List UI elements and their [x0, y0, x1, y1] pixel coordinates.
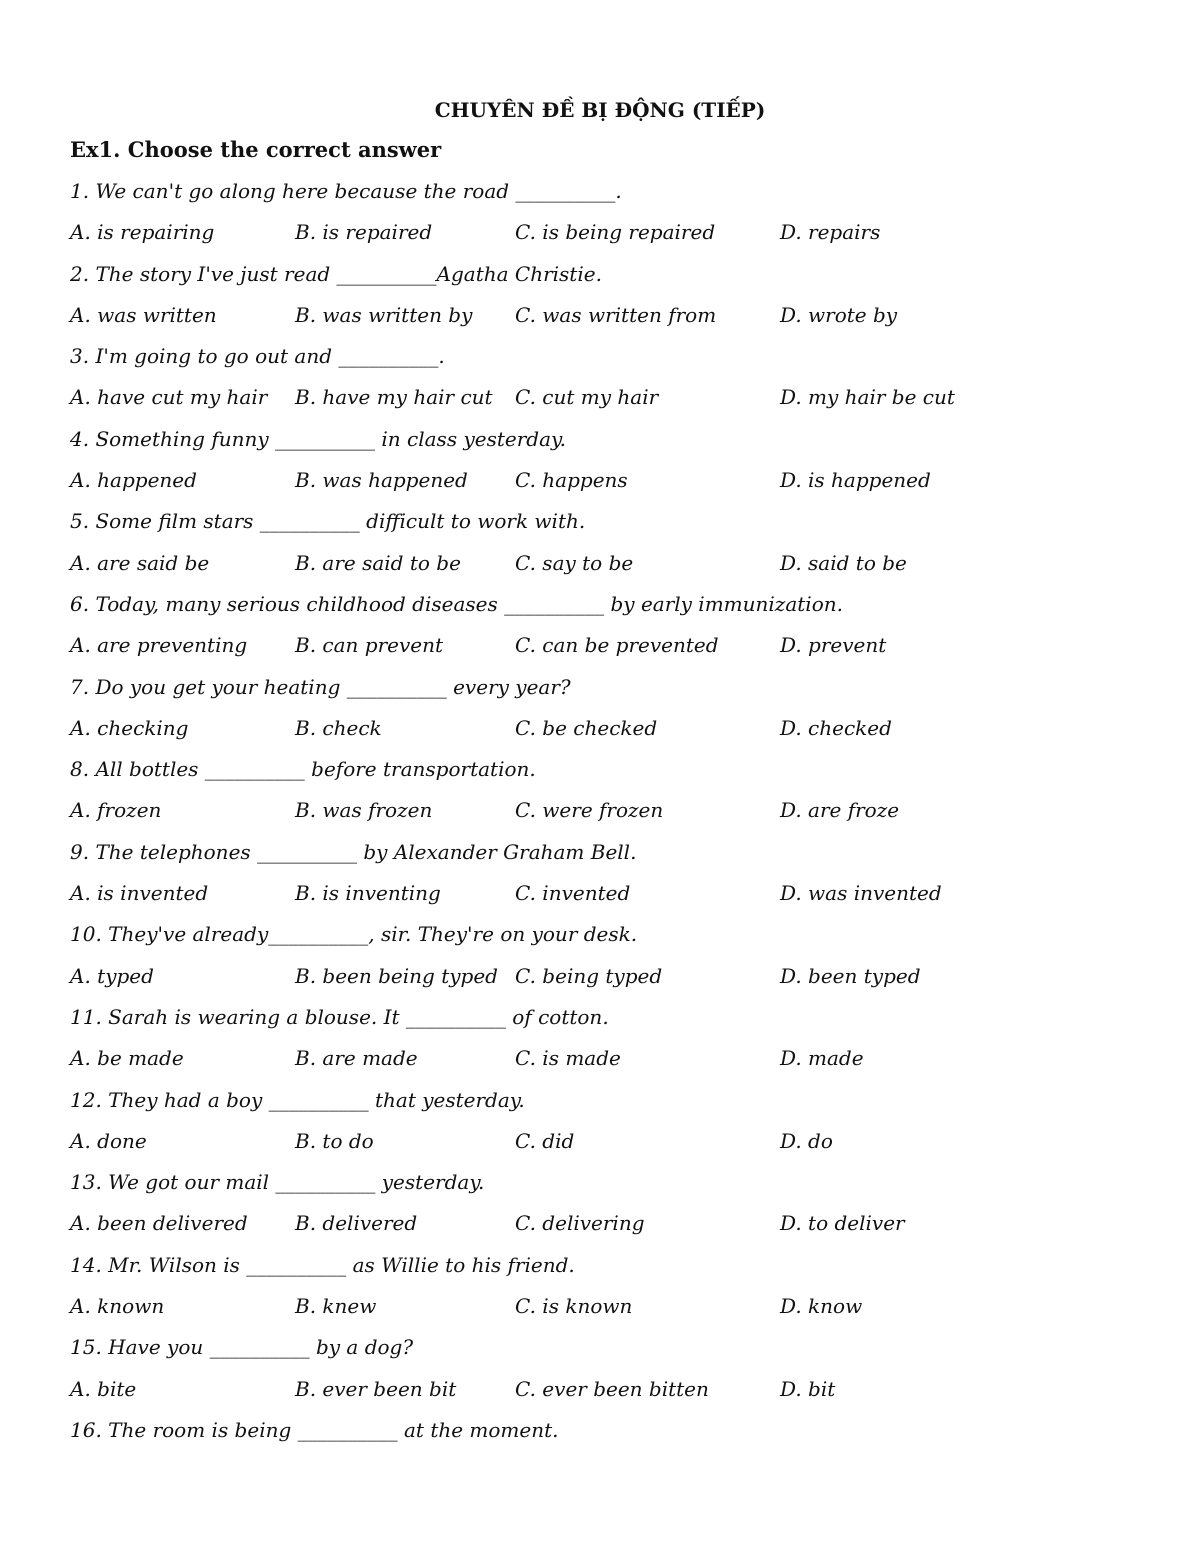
option-a: A. is repairing — [70, 220, 215, 245]
question-block — [70, 505, 1170, 588]
option-c: C. delivering — [515, 1211, 645, 1236]
option-b: B. are said to be — [295, 550, 461, 575]
options-row — [70, 1207, 1170, 1248]
question-block — [70, 588, 1170, 671]
option-a: A. have cut my hair — [70, 385, 268, 410]
question-text: 9. The telephones __________ by Alexander Graham Bell. — [70, 839, 637, 864]
option-a: A. are preventing — [70, 633, 248, 658]
options-row — [70, 794, 1170, 835]
options-row — [70, 464, 1170, 505]
option-d: D. know — [780, 1294, 863, 1319]
question-block — [70, 753, 1170, 836]
option-a: A. known — [70, 1294, 165, 1319]
option-d: D. do — [780, 1128, 833, 1153]
option-d: D. bit — [780, 1376, 836, 1401]
option-d: D. is happened — [780, 468, 931, 493]
option-a: A. happened — [70, 468, 197, 493]
option-b: B. is inventing — [295, 881, 441, 906]
option-a: A. done — [70, 1128, 147, 1153]
question-text: 3. I'm going to go out and __________. — [70, 344, 445, 369]
options-row — [70, 629, 1170, 670]
option-c: C. is being repaired — [515, 220, 716, 245]
option-b: B. is repaired — [295, 220, 433, 245]
option-d: D. prevent — [780, 633, 887, 658]
option-c: C. did — [515, 1128, 575, 1153]
question-text: 10. They've already__________, sir. They're on your desk. — [70, 922, 638, 947]
options-row — [70, 1125, 1170, 1166]
option-d: D. checked — [780, 715, 892, 740]
option-a: A. frozen — [70, 798, 162, 823]
options-row — [70, 960, 1170, 1001]
option-c: C. was written from — [515, 302, 717, 327]
question-text: 1. We can't go along here because the road __________. — [70, 179, 622, 203]
option-c: C. be checked — [515, 715, 658, 740]
option-d: D. wrote by — [780, 302, 898, 327]
option-b: B. delivered — [295, 1211, 418, 1236]
options-row — [70, 216, 1170, 257]
options-row — [70, 547, 1170, 588]
option-a: A. bite — [70, 1376, 137, 1401]
option-d: D. to deliver — [780, 1211, 905, 1236]
option-b: B. ever been bit — [295, 1376, 457, 1401]
document-title: CHUYÊN ĐỀ BỊ ĐỘNG (TIẾP) — [434, 98, 766, 122]
option-d: D. repairs — [780, 220, 881, 245]
option-b: B. are made — [295, 1046, 418, 1071]
options-row — [70, 299, 1170, 340]
option-b: B. knew — [295, 1294, 377, 1319]
question-block — [70, 836, 1170, 919]
option-b: B. have my hair cut — [295, 385, 493, 410]
options-row — [70, 877, 1170, 918]
question-text: 16. The room is being __________ at the moment. — [70, 1417, 559, 1442]
options-row — [70, 1042, 1170, 1083]
question-text: 12. They had a boy __________ that yesterday. — [70, 1087, 525, 1112]
option-a: A. be made — [70, 1046, 184, 1071]
question-text: 14. Mr. Wilson is __________ as Willie to his friend. — [70, 1252, 575, 1277]
option-c: C. ever been bitten — [515, 1376, 709, 1401]
option-d: D. was invented — [780, 881, 942, 906]
question-list — [70, 175, 1170, 1455]
question-text: 15. Have you __________ by a dog? — [70, 1335, 414, 1360]
options-row — [70, 712, 1170, 753]
option-a: A. was written — [70, 302, 217, 327]
question-block — [70, 1414, 1170, 1455]
question-block — [70, 258, 1170, 341]
exercise-heading: Ex1. Choose the correct answer — [70, 137, 442, 162]
option-d: D. are froze — [780, 798, 900, 823]
options-row — [70, 1290, 1170, 1331]
options-row — [70, 1373, 1170, 1414]
option-b: B. to do — [295, 1128, 374, 1153]
question-text: 4. Something funny __________ in class yesterday. — [70, 426, 566, 451]
question-block — [70, 340, 1170, 423]
option-c: C. invented — [515, 881, 631, 906]
option-d: D. said to be — [780, 550, 907, 575]
option-a: A. been delivered — [70, 1211, 248, 1236]
question-text: 7. Do you get your heating __________ every year? — [70, 674, 571, 699]
option-c: C. cut my hair — [515, 385, 659, 410]
option-c: C. were frozen — [515, 798, 664, 823]
option-b: B. was written by — [295, 302, 473, 327]
question-block — [70, 1084, 1170, 1167]
option-a: A. is invented — [70, 881, 209, 906]
option-b: B. was frozen — [295, 798, 433, 823]
question-block — [70, 423, 1170, 506]
question-text: 5. Some film stars __________ difficult to work with. — [70, 509, 586, 534]
question-text: 8. All bottles __________ before transportation. — [70, 757, 536, 782]
question-block — [70, 1166, 1170, 1249]
option-b: B. can prevent — [295, 633, 444, 658]
question-block — [70, 1249, 1170, 1332]
question-block — [70, 1001, 1170, 1084]
option-d: D. been typed — [780, 963, 921, 988]
question-block — [70, 1331, 1170, 1414]
option-a: A. checking — [70, 715, 189, 740]
option-b: B. was happened — [295, 468, 468, 493]
option-b: B. check — [295, 715, 382, 740]
option-d: D. my hair be cut — [780, 385, 955, 410]
options-row — [70, 381, 1170, 422]
question-block — [70, 918, 1170, 1001]
option-c: C. say to be — [515, 550, 634, 575]
option-d: D. made — [780, 1046, 864, 1071]
question-text: 11. Sarah is wearing a blouse. It __________ of cotton. — [70, 1004, 609, 1029]
option-c: C. is made — [515, 1046, 621, 1071]
option-c: C. is known — [515, 1294, 633, 1319]
question-block — [70, 671, 1170, 754]
option-c: C. being typed — [515, 963, 663, 988]
option-c: C. can be prevented — [515, 633, 719, 658]
option-b: B. been being typed — [295, 963, 498, 988]
option-a: A. are said be — [70, 550, 210, 575]
question-text: 2. The story I've just read __________Agatha Christie. — [70, 261, 602, 286]
option-a: A. typed — [70, 963, 154, 988]
question-block — [70, 175, 1170, 258]
question-text: 6. Today, many serious childhood diseases __________ by early immunization. — [70, 591, 843, 616]
question-text: 13. We got our mail __________ yesterday. — [70, 1170, 485, 1195]
option-c: C. happens — [515, 468, 628, 493]
